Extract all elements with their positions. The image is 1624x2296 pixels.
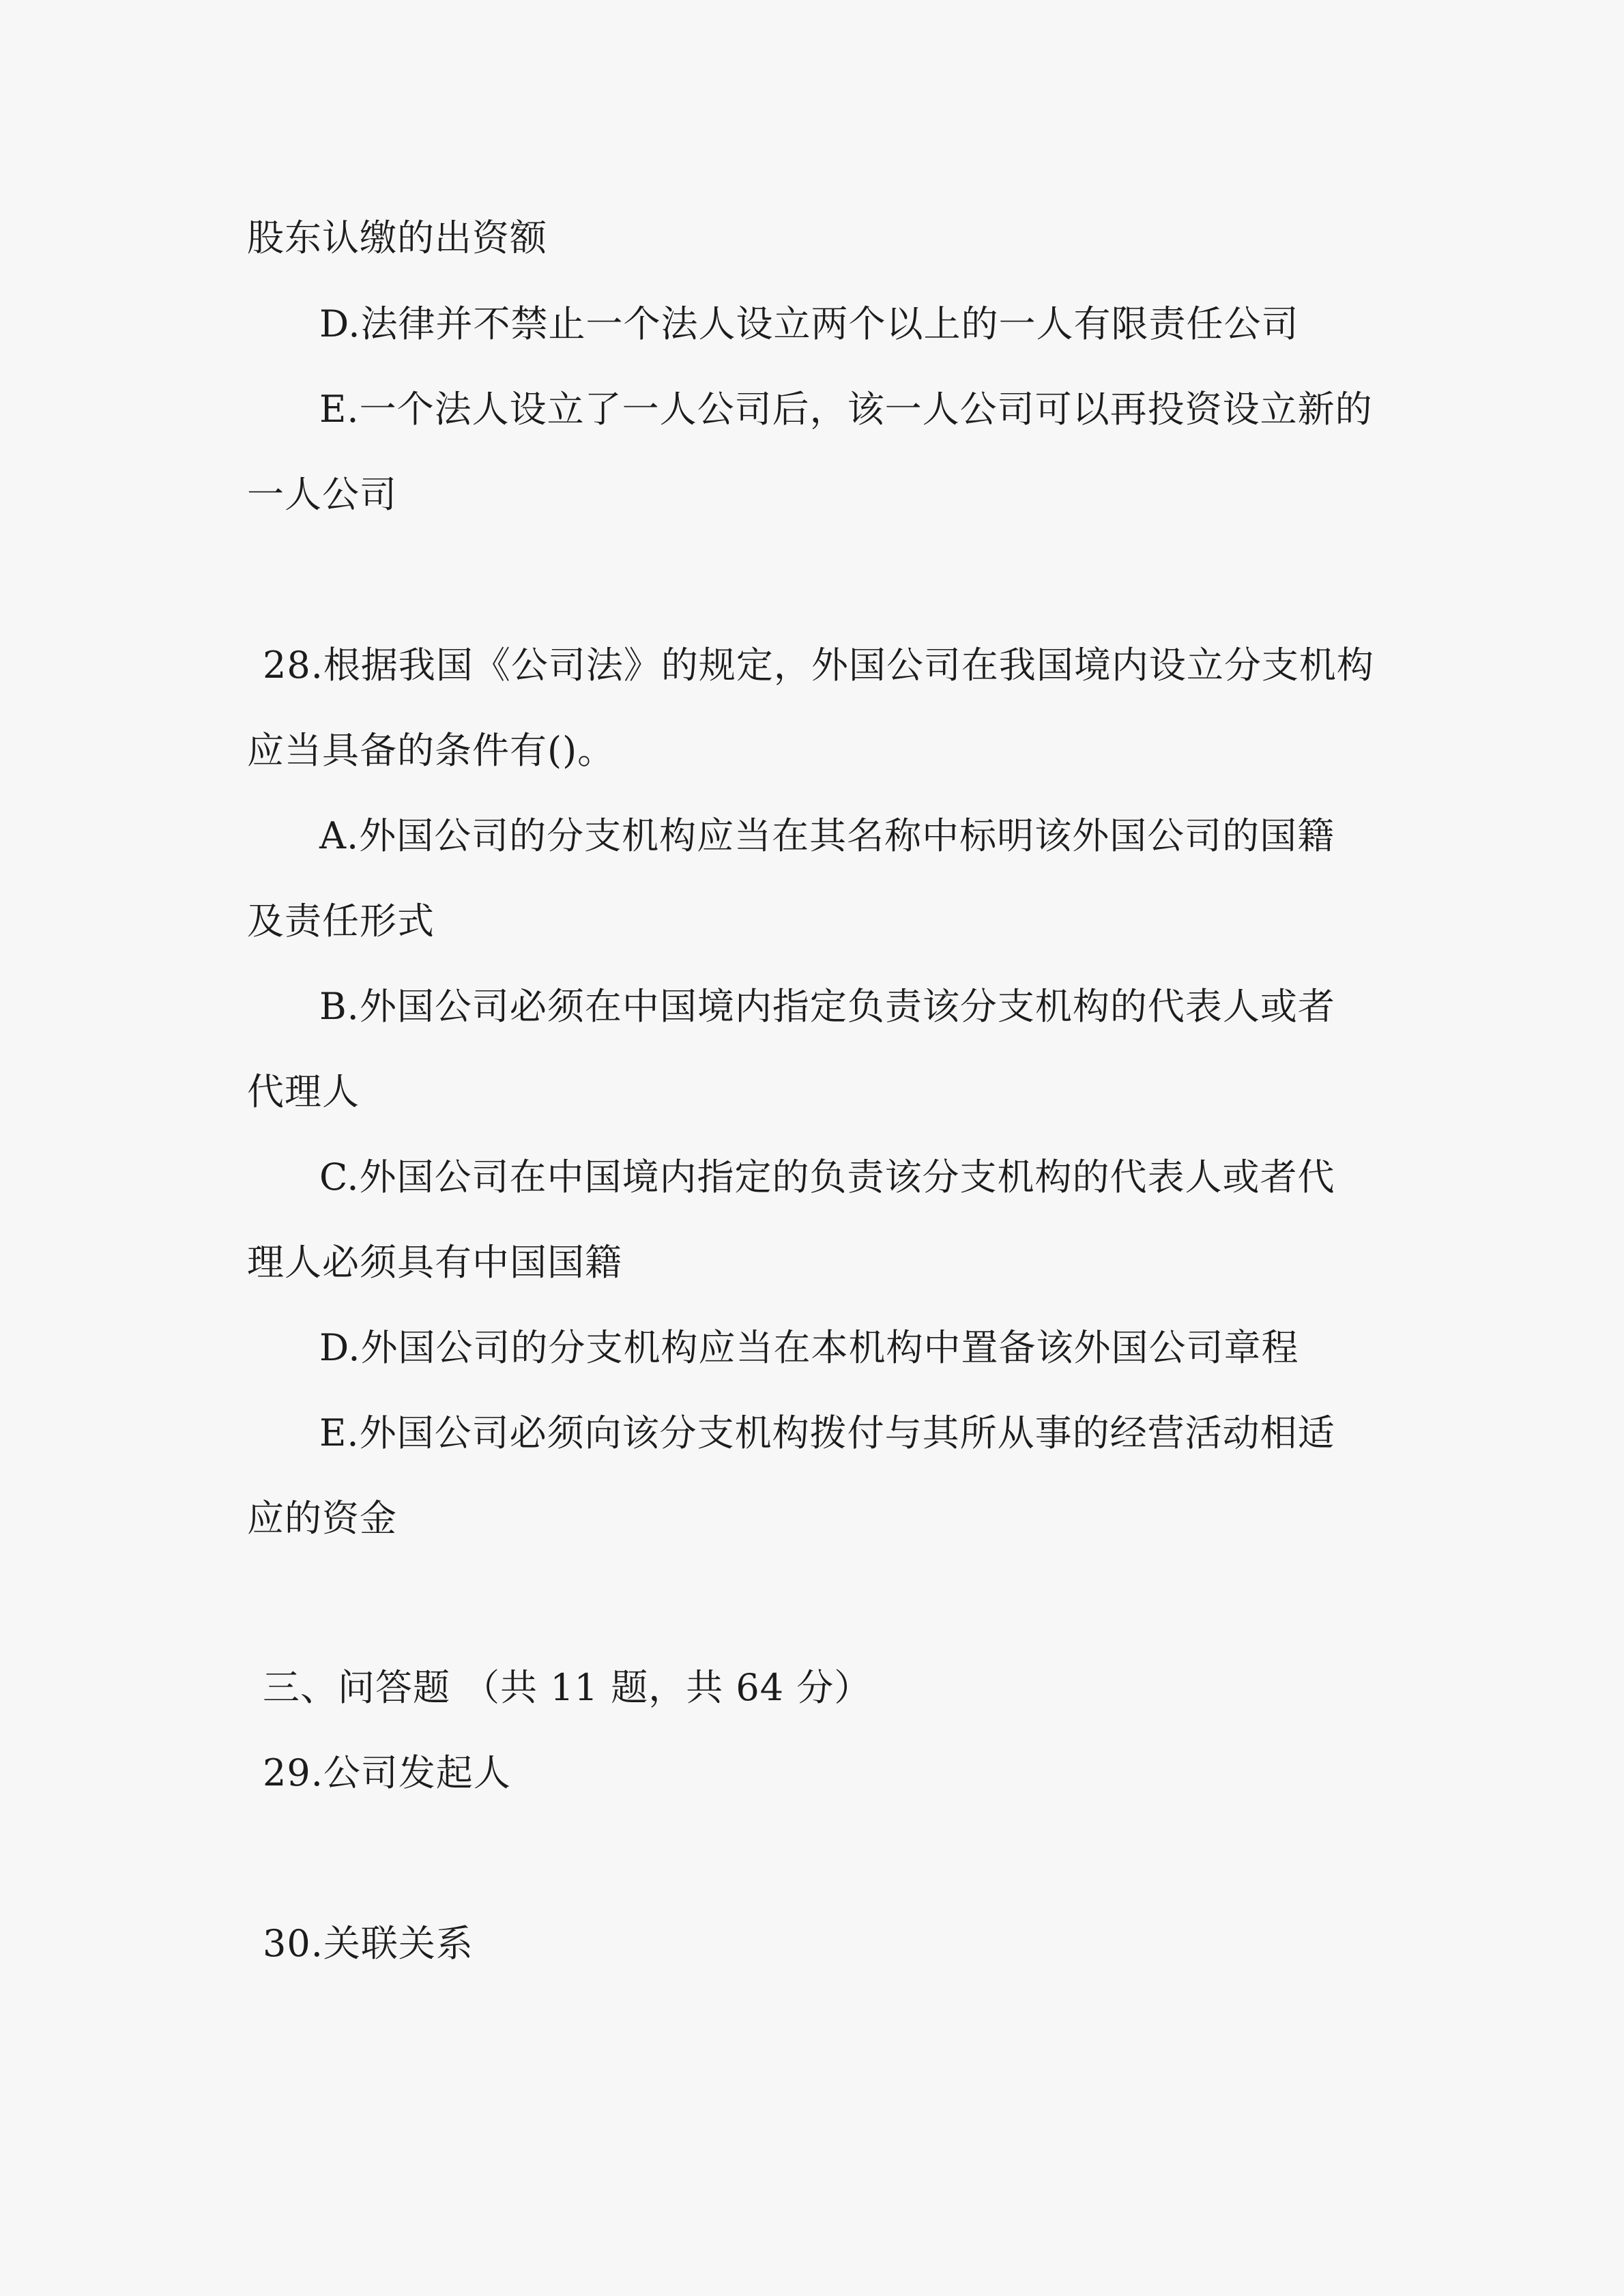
q29-question: 29.公司发起人 <box>263 1751 511 1794</box>
q28-option-c-line2: 理人必须具有中国国籍 <box>247 1241 622 1284</box>
q27-option-e-line1: E.一个法人设立了一人公司后，该一人公司可以再投资设立新的 <box>319 388 1373 431</box>
q28-stem-line2: 应当具备的条件有()。 <box>247 729 615 772</box>
q27-option-d: D.法律并不禁止一个法人设立两个以上的一人有限责任公司 <box>319 302 1299 345</box>
q28-option-a-line2: 及责任形式 <box>247 900 435 943</box>
q27-option-e-line2: 一人公司 <box>247 473 397 516</box>
q28-option-b-line1: B.外国公司必须在中国境内指定负责该分支机构的代表人或者 <box>319 985 1335 1028</box>
section-3-heading: 三、问答题 （共 11 题，共 64 分） <box>263 1666 872 1709</box>
q28-option-c-line1: C.外国公司在中国境内指定的负责该分支机构的代表人或者代 <box>319 1156 1335 1199</box>
q28-option-e-line1: E.外国公司必须向该分支机构拨付与其所从事的经营活动相适 <box>319 1411 1335 1454</box>
q28-option-b-line2: 代理人 <box>247 1070 360 1113</box>
q28-option-d: D.外国公司的分支机构应当在本机构中置备该外国公司章程 <box>319 1326 1299 1369</box>
q30-question: 30.关联关系 <box>263 1922 474 1965</box>
q28-option-a-line1: A.外国公司的分支机构应当在其名称中标明该外国公司的国籍 <box>319 814 1335 857</box>
q28-option-e-line2: 应的资金 <box>247 1497 397 1540</box>
q27-option-c-continuation: 股东认缴的出资额 <box>247 216 547 259</box>
q28-stem-line1: 28.根据我国《公司法》的规定，外国公司在我国境内设立分支机构 <box>263 644 1374 687</box>
